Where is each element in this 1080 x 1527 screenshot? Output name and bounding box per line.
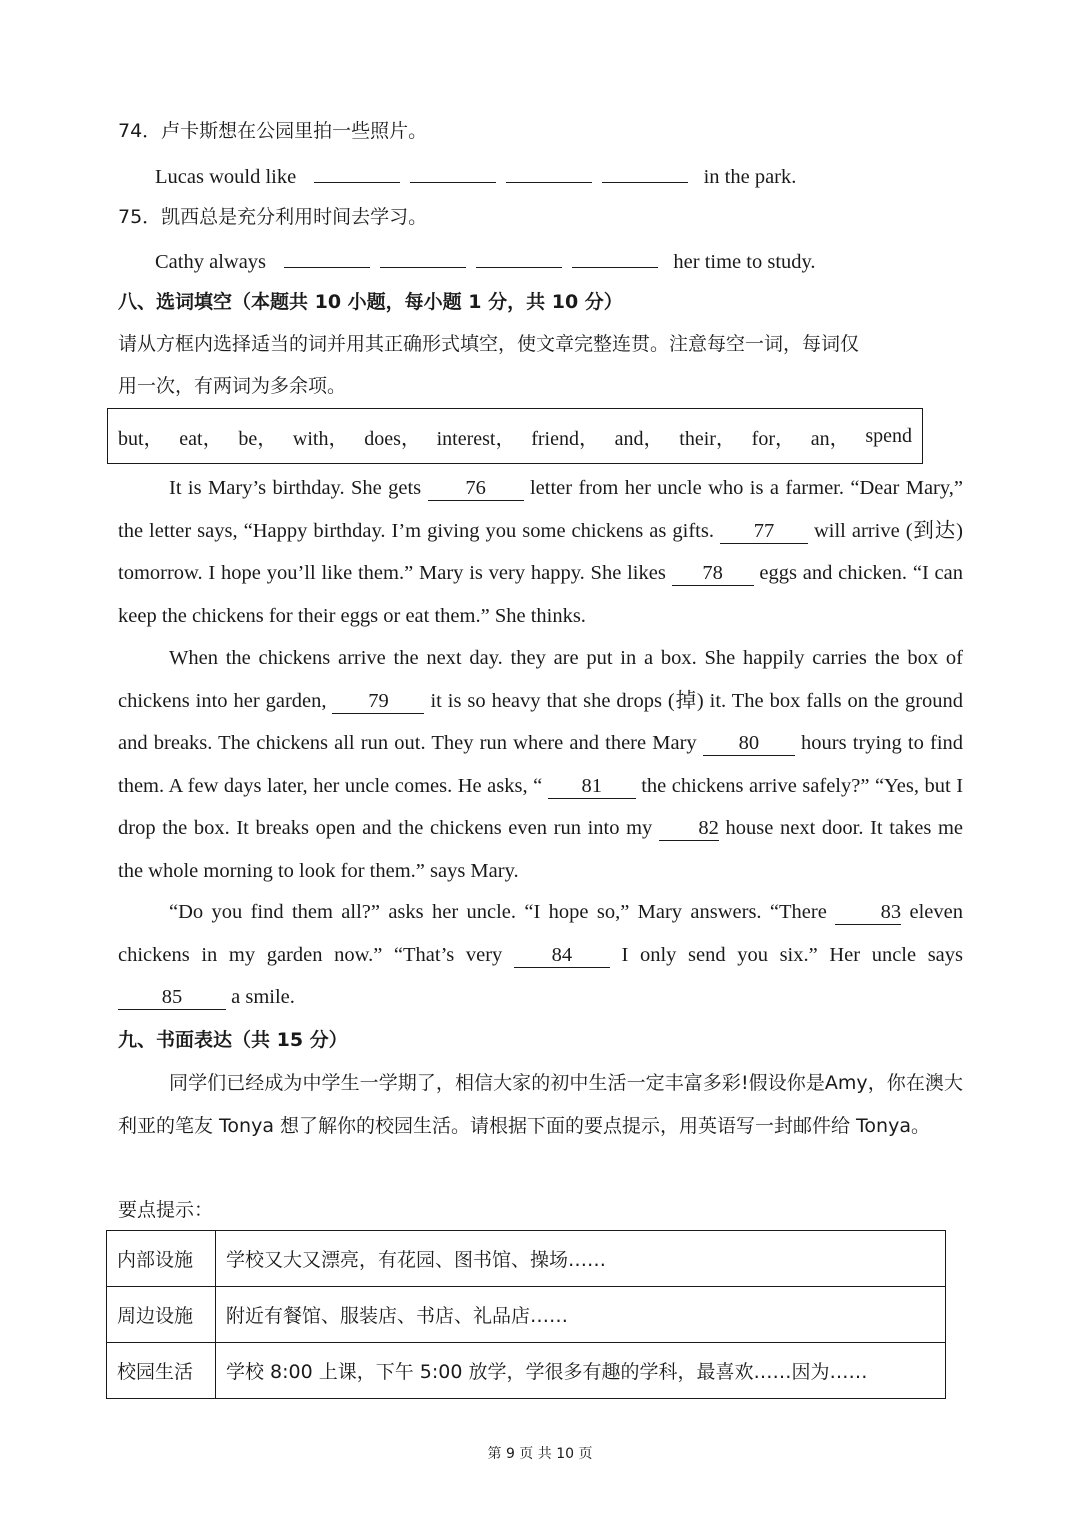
q74-english [155,160,796,192]
q75-english [155,245,816,277]
passage-paragraph-2 [118,637,963,892]
passage-paragraph-1 [118,467,963,637]
blank-78[interactable]: 78 [672,561,754,586]
passage-text: eggs and chicken. “I can keep the chickens for their eggs or eat them.” She thinks. [118,562,964,627]
passage-text: eleven chickens in my garden now.” “That’s very [118,901,964,966]
q75-blank-3[interactable] [476,245,562,268]
q75-blank-2[interactable] [380,245,466,268]
q75-chinese: 75．凯西总是充分利用时间去学习。 [118,206,428,228]
page-footer: 第 9 页 共 10 页 [487,1446,593,1462]
word-bank [107,408,923,464]
q74-prefix: Lucas would like [155,166,297,188]
word-item: for， [751,427,795,450]
blank-79[interactable]: 79 [332,689,424,714]
blank-83[interactable]: 83 [835,900,901,925]
section9-title: 九、书面表达（共 15 分） [118,1029,348,1051]
q74-suffix: in the park. [703,166,797,188]
q75-blank-4[interactable] [572,245,658,268]
q75-suffix: her time to study. [673,251,816,273]
blank-77[interactable]: 77 [720,519,808,544]
tip-value: 附近有餐馆、服装店、书店、礼品店…… [216,1287,946,1343]
section8-title: 八、选词填空（本题共 10 小题，每小题 1 分，共 10 分） [118,291,623,313]
blank-81[interactable]: 81 [548,774,636,799]
section8-instruction-2: 用一次，有两词为多余项。 [118,375,347,397]
word-item: but， [118,427,164,450]
section8-instruction-1: 请从方框内选择适当的词并用其正确形式填空，使文章完整连贯。注意每空一词，每词仅 [118,333,860,355]
q75-prefix: Cathy always [155,251,267,273]
tip-key: 内部设施 [107,1231,216,1287]
q74-blank-2[interactable] [410,160,496,183]
passage-text: will arrive (到达) tomorrow. I hope you’ll like them.” Mary is very happy. She likes [118,519,964,584]
passage-text: house next door. It takes me the whole morning to look for them.” says Mary. [118,817,964,882]
q74-blank-4[interactable] [602,160,688,183]
passage-text: a smile. [231,986,295,1008]
tip-key: 周边设施 [107,1287,216,1343]
section9-intro: 同学们已经成为中学生一学期了，相信大家的初中生活一定丰富多彩!假设你是Amy，你在澳大利亚的笔友 Tonya 想了解你的校园生活。请根据下面的要点提示，用英语写一封邮件给 Tonya。 [118,1072,963,1137]
word-item: spend [865,424,912,447]
q74-chinese: 74．卢卡斯想在公园里拍一些照片。 [118,120,428,142]
tips-label: 要点提示： [118,1199,214,1221]
tip-value: 学校又大又漂亮，有花园、图书馆、操场…… [216,1231,946,1287]
q74-blank-3[interactable] [506,160,592,183]
table-row [107,1343,946,1399]
passage-text: I only send you six.” Her uncle says [621,943,963,966]
passage-text: letter from her uncle who is a farmer. “Dear Mary,” the letter says, “Happy birthday. I’m giving you some chickens as gifts. [118,477,964,542]
passage-text: hours trying to find them. A few days later, her uncle comes. He asks, “ [118,732,964,797]
word-item: and， [614,427,664,450]
word-item: an， [810,427,850,450]
table-row [107,1231,946,1287]
tip-value: 学校 8:00 上课，下午 5:00 放学，学很多有趣的学科，最喜欢……因为…… [216,1343,946,1399]
passage-text: It is Mary’s birthday. She gets [169,477,422,499]
passage-text: the chickens arrive safely?” “Yes, but I drop the box. It breaks open and the chickens even run into my [118,774,964,839]
table-row [107,1287,946,1343]
word-item: interest， [436,427,516,450]
blank-76[interactable]: 76 [428,476,524,501]
passage-text: When the chickens arrive the next day. they are put in a box. She happily carries the box of chickens into her garden, [118,647,963,712]
blank-84[interactable]: 84 [514,943,610,968]
tip-key: 校园生活 [107,1343,216,1399]
q75-blank-1[interactable] [284,245,370,268]
blank-85[interactable]: 85 [118,985,226,1010]
word-item: eat， [179,427,223,450]
word-item: does， [364,427,421,450]
passage-paragraph-3 [118,891,963,1019]
word-item: with， [292,427,349,450]
word-item: be， [238,427,278,450]
word-item: friend， [531,427,599,450]
passage-text: “Do you find them all?” asks her uncle. “I hope so,” Mary answers. “There [169,901,827,923]
tips-table [106,1230,946,1399]
blank-82[interactable]: 82 [659,816,719,841]
passage-text: it is so heavy that she drops (掉) it. The box falls on the ground and breaks. The chickens all run out. They run where and there Mary [118,689,964,754]
word-item: their， [679,427,736,450]
q74-blank-1[interactable] [314,160,400,183]
blank-80[interactable]: 80 [703,731,795,756]
